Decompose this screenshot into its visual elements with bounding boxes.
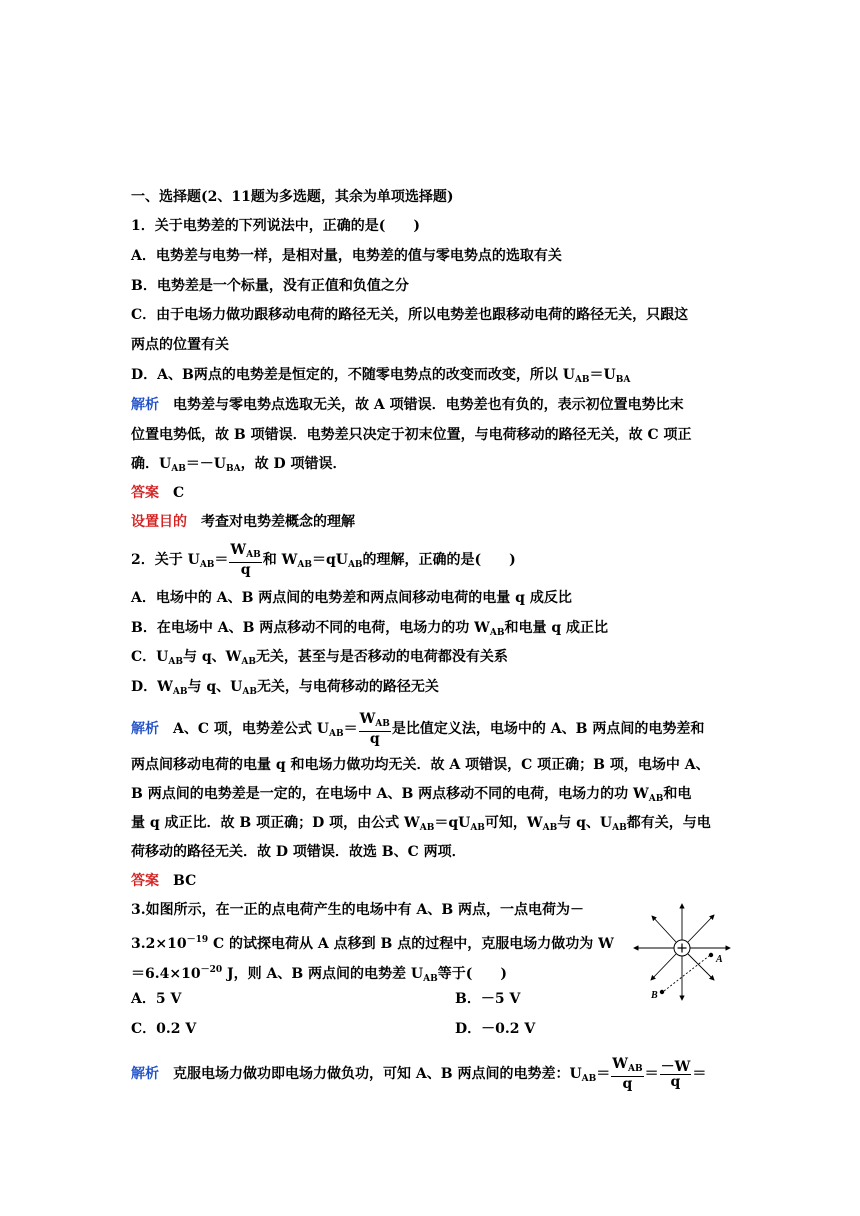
q2-analysis-line1: 解析 A、C 项，电势差公式 $U_{AB}=$ $\frac{W_{AB}}{q}$ 是比值定义法，电场中的 A、B 两点间的电势差和 [131, 711, 705, 747]
q1-stem: 1．关于电势差的下列说法中，正确的是( ) [131, 218, 420, 234]
q1-analysis-line2: 位置电势低，故 B 项错误．电势差只决定于初末位置，与电荷移动的路径无关，故 C 项正 [131, 427, 692, 443]
point-a-label: A [716, 954, 723, 965]
q1-option-b: B．电势差是一个标量，没有正值和负值之分 [131, 278, 409, 294]
q1-purpose: 设置目的 考查对电势差概念的理解 [131, 514, 355, 530]
q2-option-d: D．$W_{AB}$与 q、$U_{AB}$无关，与电荷移动的路径无关 [131, 679, 439, 697]
analysis-label: 解析 [131, 397, 159, 413]
q2-answer: 答案 BC [131, 873, 197, 889]
q2-analysis-line5: 荷移动的路径无关．故 D 项错误．故选 B、C 两项． [131, 844, 466, 860]
q2-analysis-line3: B 两点间的电势差是一定的，在电场中 A、B 两点移动不同的电荷，电场力的功 $W_{AB}$和电 [131, 786, 692, 804]
point-charge-field-diagram [632, 900, 732, 1004]
fraction-wab-over-q: $\frac{W_{AB}}{q}$ [612, 1056, 643, 1092]
analysis-label: 解析 [131, 1066, 159, 1082]
q3-stem-line2: $3.2\times 10^{-19}$ C 的试探电荷从 A 点移到 B 点的过程中，克服电场力做功为 W [131, 935, 614, 952]
q3-analysis-line1: 解析 克服电场力做功即电场力做负功，可知 A、B 两点间的电势差：$U_{AB}=$ $\frac{W_{AB}}{q}$ ＝ $\frac{-W}{q}$ ＝ [131, 1056, 707, 1092]
point-b-label: B [651, 990, 658, 1001]
fraction-wab-over-q: $\frac{W_{AB}}{q}$ [230, 542, 261, 578]
q1-option-c-line1: C．由于电场力做功跟移动电荷的路径无关，所以电势差也跟移动电荷的路径无关，只跟这 [131, 307, 689, 323]
fraction-wab-over-q: $\frac{W_{AB}}{q}$ [359, 711, 390, 747]
section-title: 一、选择题(2、11题为多选题，其余为单项选择题) [131, 189, 454, 205]
q2-analysis-line4: 量 q 成正比．故 B 项正确；D 项，由公式 $W_{AB}=qU_{AB}$可知，$W_{AB}$与 q、$U_{AB}$都有关，与电 [131, 815, 711, 833]
q3-option-c: C．0.2 V [131, 1021, 197, 1037]
q2-option-c: C．$U_{AB}$与 q、$W_{AB}$无关，甚至与是否移动的电荷都没有关系 [131, 649, 508, 667]
q1-analysis-line1: 解析 电势差与零电势点选取无关，故 A 项错误．电势差也有负的，表示初位置电势比末 [131, 397, 684, 413]
answer-label: 答案 [131, 485, 159, 501]
q1-option-c-line2: 两点的位置有关 [131, 337, 229, 353]
answer-label: 答案 [131, 873, 159, 889]
fraction-neg-w-over-q: $\frac{-W}{q}$ [660, 1058, 691, 1090]
q3-option-b: B．－5 V [455, 991, 521, 1007]
q3-stem-line3: $=6.4\times 10^{-20}$ J，则 A、B 两点间的电势差 $U_{AB}$等于( ) [131, 965, 507, 984]
analysis-label: 解析 [131, 721, 159, 737]
purpose-label: 设置目的 [131, 514, 187, 530]
q2-analysis-line2: 两点间移动电荷的电量 q 和电场力做功均无关．故 A 项错误，C 项正确；B 项，电场中 A、 [131, 757, 710, 773]
q3-stem-line1: 3.如图所示，在一正的点电荷产生的电场中有 A、B 两点，一点电荷为－ [131, 902, 585, 918]
q3-option-a: A．5 V [131, 991, 182, 1007]
q1-analysis-line3: 确．$U_{AB}=-U_{BA}$，故 D 项错误． [131, 456, 347, 474]
q2-option-a: A．电场中的 A、B 两点间的电势差和两点间移动电荷的电量 q 成反比 [131, 590, 572, 606]
q2-option-b: B．在电场中 A、B 两点移动不同的电荷，电场力的功 $W_{AB}$和电量 q 成正比 [131, 620, 609, 638]
q1-option-d: D．A、B两点的电势差是恒定的，不随零电势点的改变而改变，所以 $U_{AB}=U_{BA}$ [131, 367, 631, 385]
q1-answer: 答案 C [131, 485, 185, 501]
q3-option-d: D．－0.2 V [455, 1021, 536, 1037]
q2-stem: 2．关于 $U_{AB}=$ $\frac{W_{AB}}{q}$ 和 $W_{AB}=qU_{AB}$的理解，正确的是( ) [131, 542, 516, 578]
q1-option-a: A．电势差与电势一样，是相对量，电势差的值与零电势点的选取有关 [131, 248, 562, 264]
